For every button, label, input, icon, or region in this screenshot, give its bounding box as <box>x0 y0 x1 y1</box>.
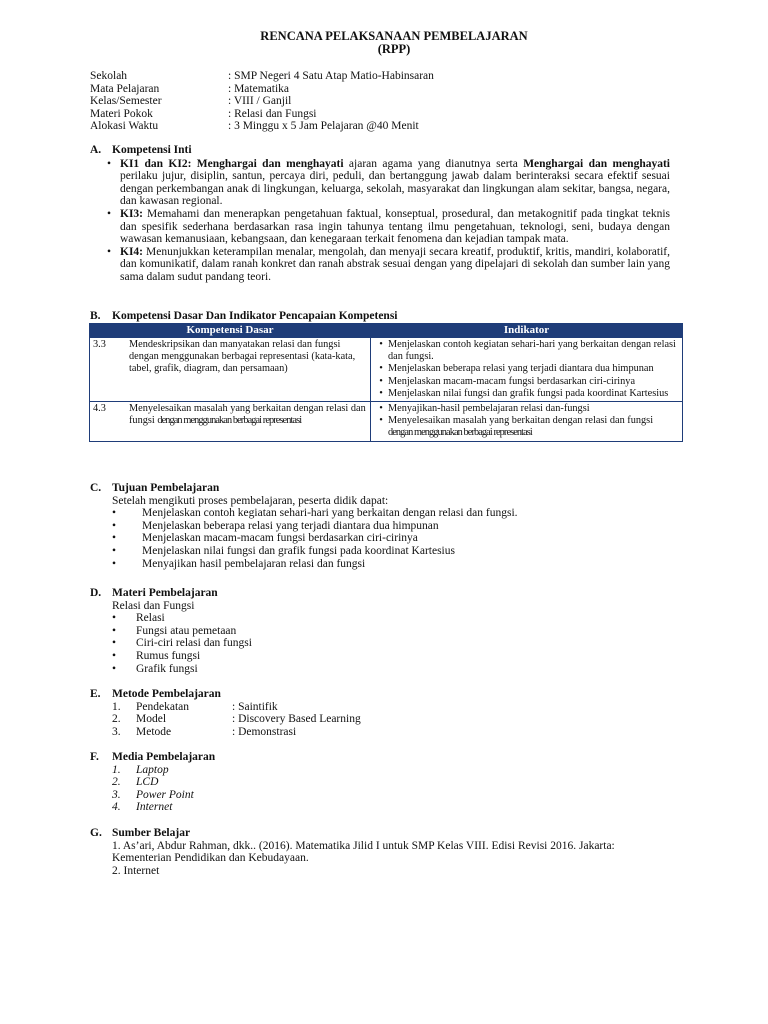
section-heading <box>90 310 670 323</box>
ki-item <box>90 158 670 208</box>
list-item-text: Power Point <box>136 788 194 801</box>
list-item-text: Rumus fungsi <box>136 649 201 662</box>
bullet-icon: • <box>112 557 117 570</box>
list-item <box>112 801 670 814</box>
indicator-item <box>374 388 679 400</box>
list-item <box>112 776 670 789</box>
indicator-cell <box>371 338 683 402</box>
indicator-cell <box>371 402 683 442</box>
list-item <box>112 520 670 533</box>
bullet-icon: • <box>379 387 383 399</box>
bullet-icon: • <box>112 519 117 532</box>
list-item-text: Menyajikan hasil pembelajaran relasi dan fungsi <box>142 557 366 570</box>
materi-list <box>90 612 670 675</box>
section-intro: Relasi dan Fungsi <box>112 599 195 612</box>
list-item <box>112 545 670 558</box>
list-item-text: Internet <box>136 801 173 814</box>
list-key: Metode <box>136 725 172 738</box>
list-item <box>112 789 670 802</box>
section-title: Materi Pembelajaran <box>112 587 218 599</box>
indicator-item <box>374 376 679 388</box>
indicator-text: Menjelaskan beberapa relasi yang terjadi diantara dua himpunan <box>388 363 654 375</box>
section-heading <box>90 587 670 600</box>
ki-text-part: Menunjukkan keterampilan menalar, mengolah, dan menyaji secara kreatif, produktif, kritis, mandiri, kolaboratif, dan komunikatif, dalam ranah konkret dan ranah abstrak sesuai dengan yang dipelajari di sekolah dan sumber lain yang sama dalam sudut pandang teori. <box>120 245 670 283</box>
info-row-time <box>90 120 434 133</box>
indicator-item <box>374 363 679 375</box>
ki-text-part: perilaku jujur, disiplin, santun, percaya diri, peduli, dan bertanggung jawab dalam berinteraksi secara efektif sesuai dengan perkembangan anak di lingkungan, keluarga, sekolah, masyarakat dan lingkungan alam sekitar, bangsa, negara, dan kawasan regional. <box>120 170 670 208</box>
tujuan-list <box>90 507 670 570</box>
kd-description: Mendeskripsikan dan manyatakan relasi dan fungsi dengan menggunakan berbagai representasi (kata-kata, tabel, grafik, diagram, dan persamaan) <box>126 338 371 402</box>
ki-list <box>90 158 670 284</box>
section-intro: Setelah mengikuti proses pembelajaran, peserta didik dapat: <box>112 494 389 507</box>
table-row <box>90 402 683 442</box>
section-letter: F. <box>90 751 99 763</box>
section-sumber <box>90 827 670 877</box>
ki-label: KI4: <box>120 245 143 258</box>
section-letter: A. <box>90 144 102 156</box>
bullet-icon: • <box>112 507 117 520</box>
info-row-school <box>90 70 434 83</box>
indicator-text <box>388 415 679 439</box>
list-item <box>112 532 670 545</box>
section-heading <box>90 688 670 701</box>
info-label: Sekolah <box>90 70 128 82</box>
bullet-icon: • <box>112 544 117 557</box>
list-item-text: Ciri-ciri relasi dan fungsi <box>136 637 252 650</box>
kd-number: 3.3 <box>90 338 127 402</box>
list-item <box>112 558 670 571</box>
ki-emphasis: Menghargai dan menghayati <box>523 157 670 170</box>
info-row-subject <box>90 83 434 96</box>
list-index: 1. <box>112 763 121 776</box>
ki3-text <box>120 208 670 246</box>
column-header-indicator: Indikator <box>371 324 683 338</box>
section-title: Metode Pembelajaran <box>112 688 221 700</box>
info-value: : Matematika <box>228 82 289 95</box>
list-index: 2. <box>112 713 121 726</box>
list-item-text: Fungsi atau pemetaan <box>136 624 237 637</box>
indicator-text: Menjelaskan contoh kegiatan sehari-hari yang berkaitan dengan relasi dan fungsi. <box>388 339 676 363</box>
ki-item <box>90 246 670 284</box>
identity-block <box>90 70 434 133</box>
list-item <box>112 507 670 520</box>
indicator-text: Menjelaskan nilai fungsi dan grafik fungsi pada koordinat Kartesius <box>388 387 669 399</box>
info-label: Materi Pokok <box>90 107 153 120</box>
list-item-text: LCD <box>136 776 159 789</box>
list-item-text: Menjelaskan contoh kegiatan sehari-hari yang berkaitan dengan relasi dan fungsi. <box>142 507 518 520</box>
list-item-text: Grafik fungsi <box>136 662 198 675</box>
list-value: : Saintifik <box>232 700 278 713</box>
list-item-text: Menjelaskan nilai fungsi dan grafik fungsi pada koordinat Kartesius <box>142 544 455 557</box>
info-value: : VIII / Ganjil <box>228 95 292 107</box>
metode-list <box>90 701 670 739</box>
indicator-text-part: Menyelesaikan masalah yang berkaitan dengan relasi dan fungsi <box>388 415 654 427</box>
bullet-icon: • <box>379 403 383 415</box>
section-heading <box>90 144 670 157</box>
list-value: : Discovery Based Learning <box>232 713 361 726</box>
reference-item: 1. As’ari, Abdur Rahman, dkk.. (2016). Matematika Jilid I untuk SMP Kelas VIII. Edisi Revisi 2016. Jakarta: Kementerian Pendidikan dan Kebudayaan. <box>112 839 615 865</box>
section-letter: E. <box>90 688 101 700</box>
kd-description <box>126 402 371 442</box>
list-item <box>112 625 670 638</box>
list-item-text: Menjelaskan beberapa relasi yang terjadi diantara dua himpunan <box>142 519 439 532</box>
section-title: Sumber Belajar <box>112 827 191 839</box>
section-letter: B. <box>90 310 101 322</box>
section-heading <box>90 482 670 495</box>
bullet-icon: • <box>112 637 117 650</box>
list-value: : Demonstrasi <box>232 725 297 738</box>
list-item <box>112 612 670 625</box>
bullet-icon: • <box>379 339 383 350</box>
indicator-text-part: dengan menggunakan berbagai representasi <box>388 427 532 439</box>
section-heading <box>90 751 670 764</box>
list-index: 2. <box>112 776 121 789</box>
bullet-icon: • <box>112 649 117 662</box>
ki4-text <box>120 246 670 284</box>
list-item <box>112 701 670 714</box>
media-list <box>90 764 670 814</box>
section-kompetensi-dasar <box>90 310 670 323</box>
list-item <box>112 650 670 663</box>
info-value: : SMP Negeri 4 Satu Atap Matio-Habinsaran <box>228 70 434 82</box>
section-letter: D. <box>90 587 102 599</box>
list-item-text: Laptop <box>136 763 169 776</box>
list-item <box>112 637 670 650</box>
section-tujuan <box>90 482 670 570</box>
section-title: Kompetensi Dasar Dan Indikator Pencapaian Kompetensi <box>112 310 398 322</box>
list-index: 3. <box>112 725 121 738</box>
list-item <box>112 726 670 739</box>
kd-number: 4.3 <box>90 402 127 442</box>
info-value: : Relasi dan Fungsi <box>228 107 317 120</box>
section-title: Media Pembelajaran <box>112 751 216 763</box>
list-key: Model <box>136 713 167 726</box>
section-heading <box>90 827 670 840</box>
ki-label: KI1 dan KI2: <box>120 157 192 170</box>
bullet-icon: • <box>112 532 117 545</box>
ki-emphasis: Menghargai dan menghayati <box>196 157 344 170</box>
bullet-icon: • <box>112 624 117 637</box>
list-item <box>112 663 670 676</box>
section-title: Tujuan Pembelajaran <box>112 482 220 494</box>
section-letter: C. <box>90 482 102 494</box>
ki-item <box>90 208 670 246</box>
indicator-item <box>374 339 679 363</box>
kd-text-part: dengan menggunakan berbagai representasi <box>157 415 302 427</box>
list-key: Pendekatan <box>136 700 190 713</box>
bullet-icon: • <box>112 662 117 675</box>
section-materi <box>90 587 670 675</box>
document-subtitle: (RPP) <box>377 42 411 56</box>
ki-label: KI3: <box>120 207 143 220</box>
section-metode <box>90 688 670 738</box>
section-kompetensi-inti <box>90 144 670 284</box>
column-header-kd: Kompetensi Dasar <box>90 324 371 338</box>
bullet-icon: • <box>112 612 117 625</box>
info-label: Mata Pelajaran <box>90 82 160 95</box>
list-item <box>112 713 670 726</box>
bullet-icon: • <box>379 363 383 375</box>
bullet-icon: • <box>379 415 383 427</box>
bullet-icon: • <box>379 375 383 387</box>
info-label: Kelas/Semester <box>90 95 162 107</box>
info-row-class <box>90 95 434 108</box>
list-item-text: Menjelaskan macam-macam fungsi berdasarkan ciri-cirinya <box>142 532 418 545</box>
info-row-topic <box>90 108 434 121</box>
indicator-text: Menjelaskan macam-macam fungsi berdasarkan ciri-cirinya <box>388 375 636 387</box>
section-media <box>90 751 670 814</box>
bullet-icon: • <box>106 245 112 258</box>
list-item-text: Relasi <box>136 612 165 625</box>
reference-item: 2. Internet <box>112 864 160 877</box>
info-label: Alokasi Waktu <box>90 120 159 132</box>
bullet-icon: • <box>106 157 112 170</box>
list-index: 1. <box>112 700 121 713</box>
ki-text-part: ajaran agama yang dianutnya serta <box>343 157 524 170</box>
list-index: 4. <box>112 801 121 814</box>
indicator-text: Menyajikan-hasil pembelajaran relasi dan-fungsi <box>388 403 590 415</box>
document-title: RENCANA PELAKSANAAN PEMBELAJARAN <box>260 29 528 43</box>
section-title: Kompetensi Inti <box>112 144 192 156</box>
kd-text-part: Menyelesaikan masalah yang berkaitan dengan relasi dan fungsi <box>129 403 366 427</box>
indicator-item <box>374 415 679 439</box>
list-index: 3. <box>112 788 121 801</box>
kd-indicator-table <box>89 323 683 442</box>
table-header-row <box>90 324 683 338</box>
bullet-icon: • <box>106 207 112 220</box>
table-row <box>90 338 683 402</box>
section-letter: G. <box>90 827 102 839</box>
info-value: : 3 Minggu x 5 Jam Pelajaran @40 Menit <box>228 120 419 132</box>
ki12-text <box>120 158 670 208</box>
indicator-item <box>374 403 679 415</box>
list-item <box>112 764 670 777</box>
ki-text-part: Memahami dan menerapkan pengetahuan faktual, konseptual, prosedural, dan metakognitif pada tingkat teknis dan spesifik sederhana berdasarkan rasa ingin tahunya tentang ilmu pengetahuan, teknologi, seni, budaya dengan wawasan kemanusiaan, kebangsaan, dan kenegaraan terkait fenomena dan kejadian tampak mata. <box>120 207 670 246</box>
